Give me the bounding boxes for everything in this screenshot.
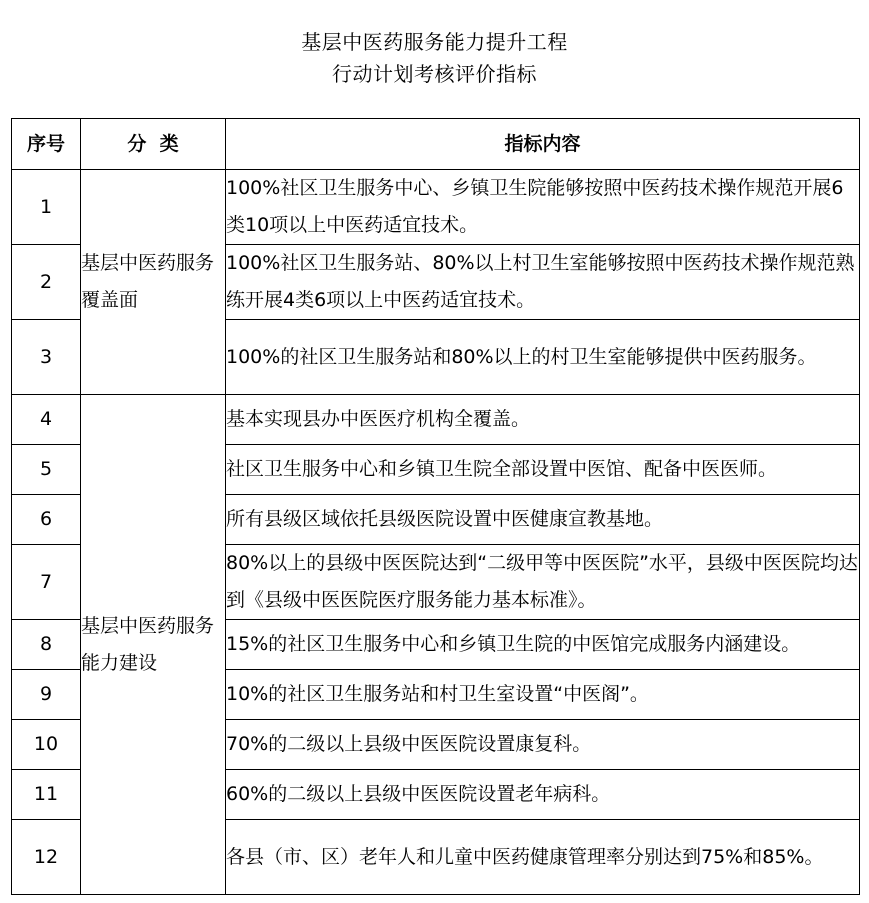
row-number: 3 bbox=[12, 320, 81, 395]
row-number: 1 bbox=[12, 170, 81, 245]
header-seq: 序号 bbox=[12, 119, 81, 170]
row-content: 15%的社区卫生服务中心和乡镇卫生院的中医馆完成服务内涵建设。 bbox=[226, 620, 860, 670]
indicators-table bbox=[11, 118, 860, 895]
row-content: 100%社区卫生服务站、80%以上村卫生室能够按照中医药技术操作规范熟练开展4类6项以上中医药适宜技术。 bbox=[226, 245, 860, 320]
row-number: 10 bbox=[12, 720, 81, 770]
document-title bbox=[0, 26, 869, 90]
row-content: 基本实现县办中医医疗机构全覆盖。 bbox=[226, 395, 860, 445]
row-number: 8 bbox=[12, 620, 81, 670]
row-content: 10%的社区卫生服务站和村卫生室设置“中医阁”。 bbox=[226, 670, 860, 720]
row-number: 4 bbox=[12, 395, 81, 445]
row-content: 60%的二级以上县级中医医院设置老年病科。 bbox=[226, 770, 860, 820]
category-coverage: 基层中医药服务覆盖面 bbox=[81, 170, 226, 395]
row-content: 100%社区卫生服务中心、乡镇卫生院能够按照中医药技术操作规范开展6类10项以上中医药适宜技术。 bbox=[226, 170, 860, 245]
row-number: 12 bbox=[12, 820, 81, 895]
row-content: 80%以上的县级中医医院达到“二级甲等中医医院”水平，县级中医医院均达到《县级中医医院医疗服务能力基本标准》。 bbox=[226, 545, 860, 620]
row-content: 各县（市、区）老年人和儿童中医药健康管理率分别达到75%和85%。 bbox=[226, 820, 860, 895]
row-number: 9 bbox=[12, 670, 81, 720]
title-line-1: 基层中医药服务能力提升工程 bbox=[301, 30, 568, 54]
category-capacity: 基层中医药服务能力建设 bbox=[81, 395, 226, 895]
row-number: 2 bbox=[12, 245, 81, 320]
table-row bbox=[12, 170, 860, 245]
header-content: 指标内容 bbox=[226, 119, 860, 170]
row-content: 100%的社区卫生服务站和80%以上的村卫生室能够提供中医药服务。 bbox=[226, 320, 860, 395]
row-number: 11 bbox=[12, 770, 81, 820]
table-row bbox=[12, 395, 860, 445]
row-number: 5 bbox=[12, 445, 81, 495]
title-line-2: 行动计划考核评价指标 bbox=[332, 62, 537, 86]
row-content: 所有县级区域依托县级医院设置中医健康宣教基地。 bbox=[226, 495, 860, 545]
row-number: 6 bbox=[12, 495, 81, 545]
header-category: 分 类 bbox=[81, 119, 226, 170]
row-number: 7 bbox=[12, 545, 81, 620]
row-content: 社区卫生服务中心和乡镇卫生院全部设置中医馆、配备中医医师。 bbox=[226, 445, 860, 495]
row-content: 70%的二级以上县级中医医院设置康复科。 bbox=[226, 720, 860, 770]
table-header-row bbox=[12, 119, 860, 170]
